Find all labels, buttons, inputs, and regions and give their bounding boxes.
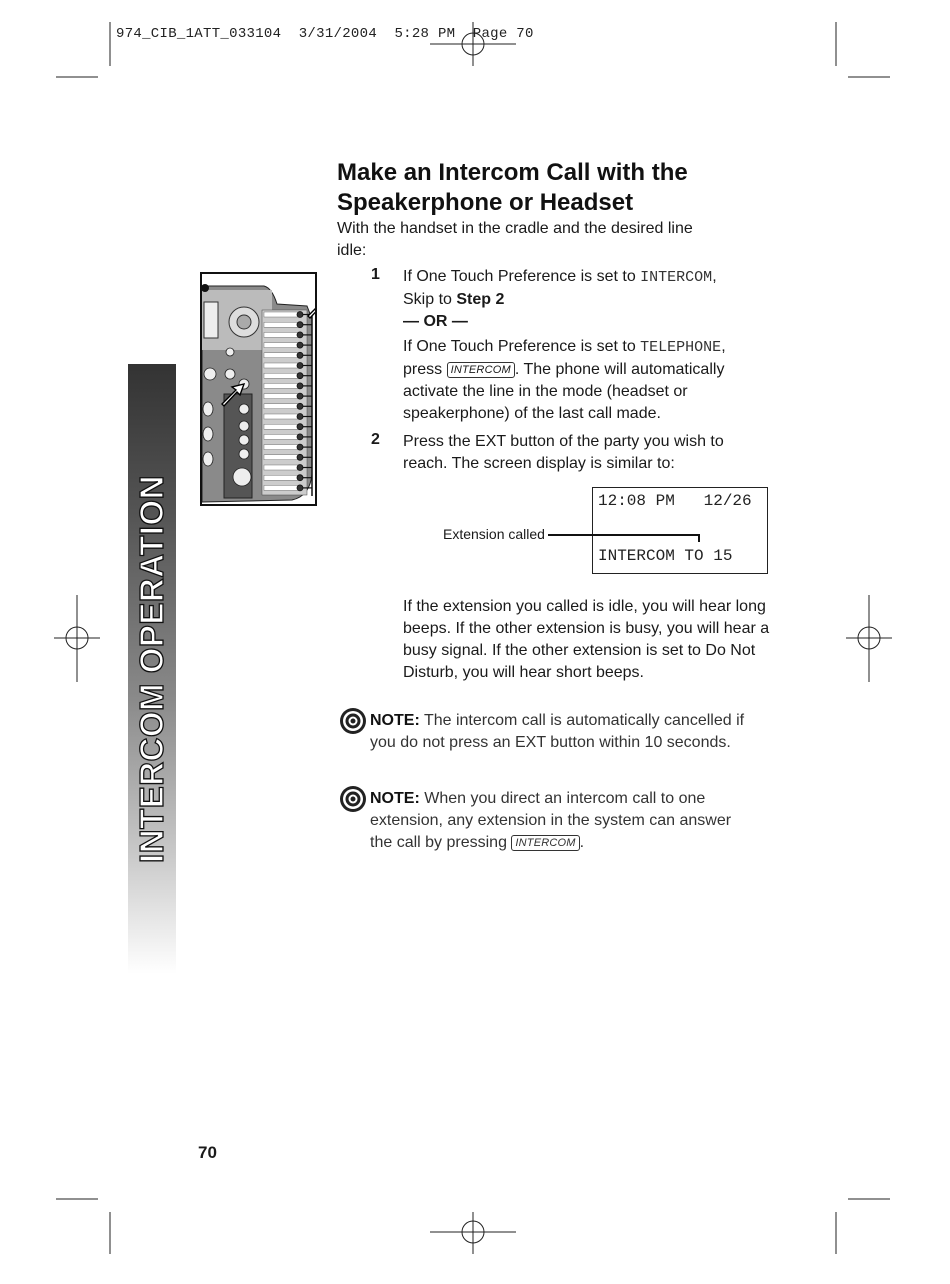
lcd-display: [592, 487, 768, 574]
step-1-b-rest: . The phone will automatically activate the line in the mode (headset or speakerphone) of the last call made.: [403, 361, 725, 422]
extension-button: [297, 342, 303, 348]
phone-drawing: [202, 274, 317, 506]
note-target-icon: [339, 707, 367, 735]
extension-button: [297, 403, 303, 409]
extension-button: [297, 373, 303, 379]
page-title: [337, 158, 777, 218]
extension-button: [297, 414, 303, 420]
step-1-a-suffix: ,: [712, 268, 717, 285]
callout-tick: [698, 534, 700, 542]
printer-slug: 974_CIB_1ATT_033104 3/31/2004 5:28 PM Page 70: [116, 26, 534, 42]
callout-line: [548, 534, 700, 536]
extension-button: [297, 332, 303, 338]
skip-step-link: Step 2: [456, 291, 505, 308]
extension-button: [297, 485, 303, 491]
lcd-row-2: INTERCOM TO 15: [598, 547, 733, 565]
note-1: [370, 710, 760, 754]
or-divider: — OR —: [403, 313, 468, 330]
side-tab-label: INTERCOM OPERATION: [133, 475, 170, 863]
extension-button: [297, 465, 303, 471]
skip-prefix: Skip to: [403, 291, 457, 308]
extension-button: [297, 454, 303, 460]
step-2-text: Press the EXT button of the party you wish to reach. The screen display is similar to:: [403, 433, 724, 472]
telephone-term: TELEPHONE: [640, 339, 722, 356]
extension-button: [297, 383, 303, 389]
title-line-1: Make an Intercom Call with the: [337, 159, 688, 186]
step-1-b-suffix: ,: [721, 338, 726, 355]
extension-button: [297, 424, 303, 430]
step-1-text: [403, 266, 773, 333]
extension-button: [297, 352, 303, 358]
extension-button: [297, 475, 303, 481]
step-2-number: 2: [371, 431, 380, 448]
intro-text: With the handset in the cradle and the desired line idle:: [337, 220, 693, 259]
note-1-label: NOTE:: [370, 712, 420, 729]
extension-button: [297, 393, 303, 399]
step-1-a-prefix: If One Touch Preference is set to: [403, 268, 641, 285]
step-1-number: 1: [371, 266, 380, 283]
lcd-row-1: 12:08 PM 12/26: [598, 492, 752, 510]
note-2-end: .: [579, 834, 585, 851]
extension-called-label: Extension called: [443, 526, 545, 542]
intercom-key: INTERCOM: [447, 362, 515, 378]
extension-button: [297, 312, 303, 318]
note-1-text: The intercom call is automatically cancelled if you do not press an EXT button within 10 seconds.: [370, 712, 745, 751]
step-1-b-prefix: If One Touch Preference is set to: [403, 338, 641, 355]
step-1-b-text: [403, 336, 773, 425]
intercom-key: INTERCOM: [511, 835, 579, 851]
side-tab: [128, 364, 176, 974]
intercom-term: INTERCOM: [640, 269, 713, 286]
extension-button: [297, 444, 303, 450]
extension-button: [297, 434, 303, 440]
title-line-2: Speakerphone or Headset: [337, 189, 634, 216]
note-2: [370, 788, 740, 854]
note-target-icon: [339, 785, 367, 813]
extension-button: [297, 363, 303, 369]
note-2-label: NOTE:: [370, 790, 420, 807]
idle-paragraph: If the extension you called is idle, you will hear long beeps. If the other extension is busy, you will hear a busy signal. If the other extension is set to Do Not Disturb, you will hear short beeps.: [403, 598, 770, 681]
page-number: 70: [198, 1143, 217, 1162]
press-word: press: [403, 361, 443, 378]
phone-illustration: [200, 272, 317, 506]
note-2-text: When you direct an intercom call to one extension, any extension in the system can answer the call by pressing: [370, 790, 732, 851]
extension-button: [297, 322, 303, 328]
